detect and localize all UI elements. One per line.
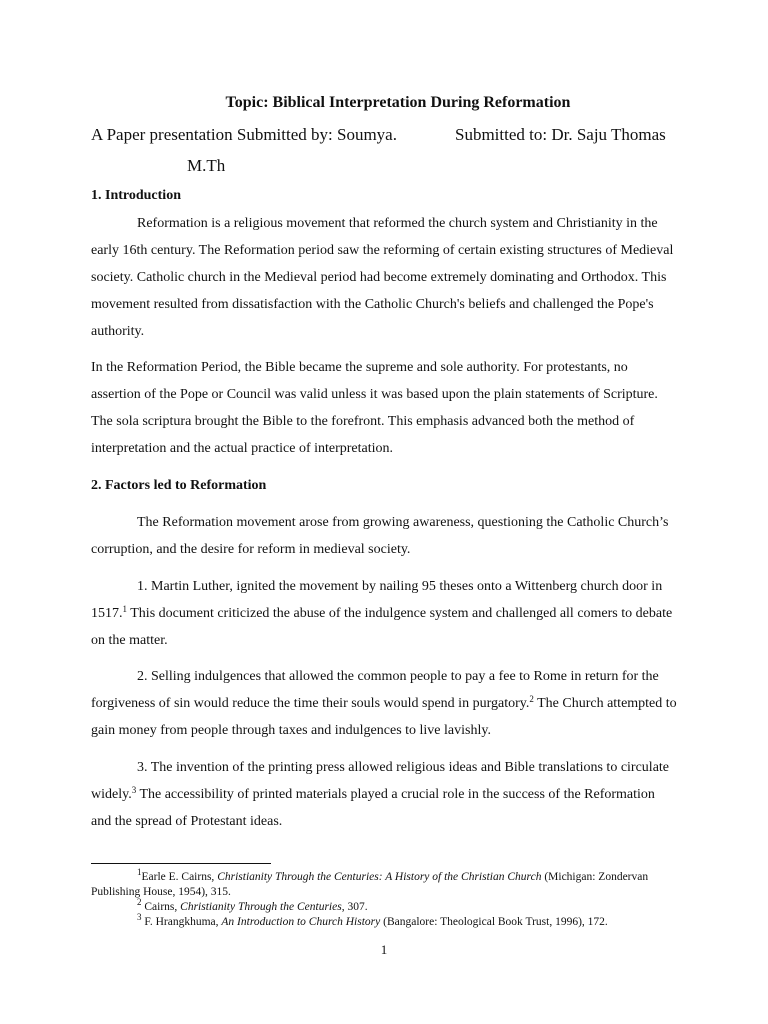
section-heading-introduction: 1. Introduction (91, 188, 181, 203)
footnote-work: Christianity Through the Centuries: A History of the Christian Church (217, 871, 542, 883)
footnotes (91, 867, 677, 930)
list-item-indulgences (91, 663, 677, 744)
list-item-text: This document criticized the abuse of the indulgence system and challenged all comers to debate on the matter. (91, 606, 673, 648)
footnote-2 (91, 897, 677, 915)
list-item-text: 2. Selling indulgences that allowed the common people to pay a fee to Rome in return for the forgiveness of sin would reduce the time their souls would spend in purgatory. (91, 669, 659, 711)
section-heading-factors: 2. Factors led to Reformation (91, 478, 267, 493)
footnote-reference: 3 (131, 785, 137, 795)
footnote-mark: 1 (137, 867, 142, 877)
footnote-mark: 3 (137, 912, 142, 922)
list-item-text: 1. Martin Luther, ignited the movement by nailing 95 theses onto a Wittenberg church door in 1517. (91, 579, 663, 621)
footnote-work: An Introduction to Church History (221, 916, 381, 928)
byline-degree: M.Th (187, 156, 226, 175)
footnote-author: Cairns, (141, 901, 181, 913)
list-item-martin-luther (91, 573, 677, 654)
footnote-1 (91, 867, 677, 900)
footnote-3 (91, 912, 677, 930)
footnote-author: Earle E. Cairns, (141, 871, 218, 883)
footnote-details: , 307. (341, 901, 368, 913)
footnote-reference: 1 (122, 604, 127, 614)
list-item-text: The accessibility of printed materials played a crucial role in the success of the Reformation and the spread of Protestant ideas. (91, 787, 655, 829)
page-number: 1 (380, 942, 388, 957)
list-item-text: The Church attempted to gain money from people through taxes and indulgences to live lavishly. (91, 696, 677, 738)
paragraph-introduction-2: In the Reformation Period, the Bible became the supreme and sole authority. For protestants, no assertion of the Pope or Council was valid unless it was based upon the plain statements of Scripture. The sola scriptura brought the Bible to the forefront. This emphasis advanced both the method of interpretation and the actual practice of interpretation. (91, 360, 658, 456)
footnote-work: Christianity Through the Centuries (180, 901, 342, 913)
byline-submitted-to: Submitted to: Dr. Saju Thomas (455, 125, 666, 144)
list-item-printing-press (91, 754, 677, 835)
footnote-reference: 2 (529, 694, 534, 704)
document-title: Topic: Biblical Interpretation During Reformation (225, 94, 571, 111)
footnote-author: F. Hrangkhuma, (141, 916, 222, 928)
footnote-divider (91, 863, 271, 864)
paragraph-factors-intro: The Reformation movement arose from growing awareness, questioning the Catholic Church’s corruption, and the desire for reform in medieval society. (91, 515, 669, 557)
paragraph-introduction-1: Reformation is a religious movement that reformed the church system and Christianity in the early 16th century. The Reformation period saw the reforming of certain existing structures of Medieval society. Catholic church in the Medieval period had become extremely dominating and Orthodox. This movement resulted from dissatisfaction with the Catholic Church's beliefs and challenged the Pope's authority. (91, 216, 674, 339)
footnote-mark: 2 (137, 897, 142, 907)
footnote-details: (Bangalore: Theological Book Trust, 1996), 172. (380, 916, 608, 928)
footnote-details: (Michigan: Zondervan Publishing House, 1954), 315. (91, 871, 649, 898)
byline-submitted-by: A Paper presentation Submitted by: Soumya. (91, 125, 397, 144)
list-item-text: 3. The invention of the printing press allowed religious ideas and Bible translations to circulate widely. (91, 760, 670, 802)
